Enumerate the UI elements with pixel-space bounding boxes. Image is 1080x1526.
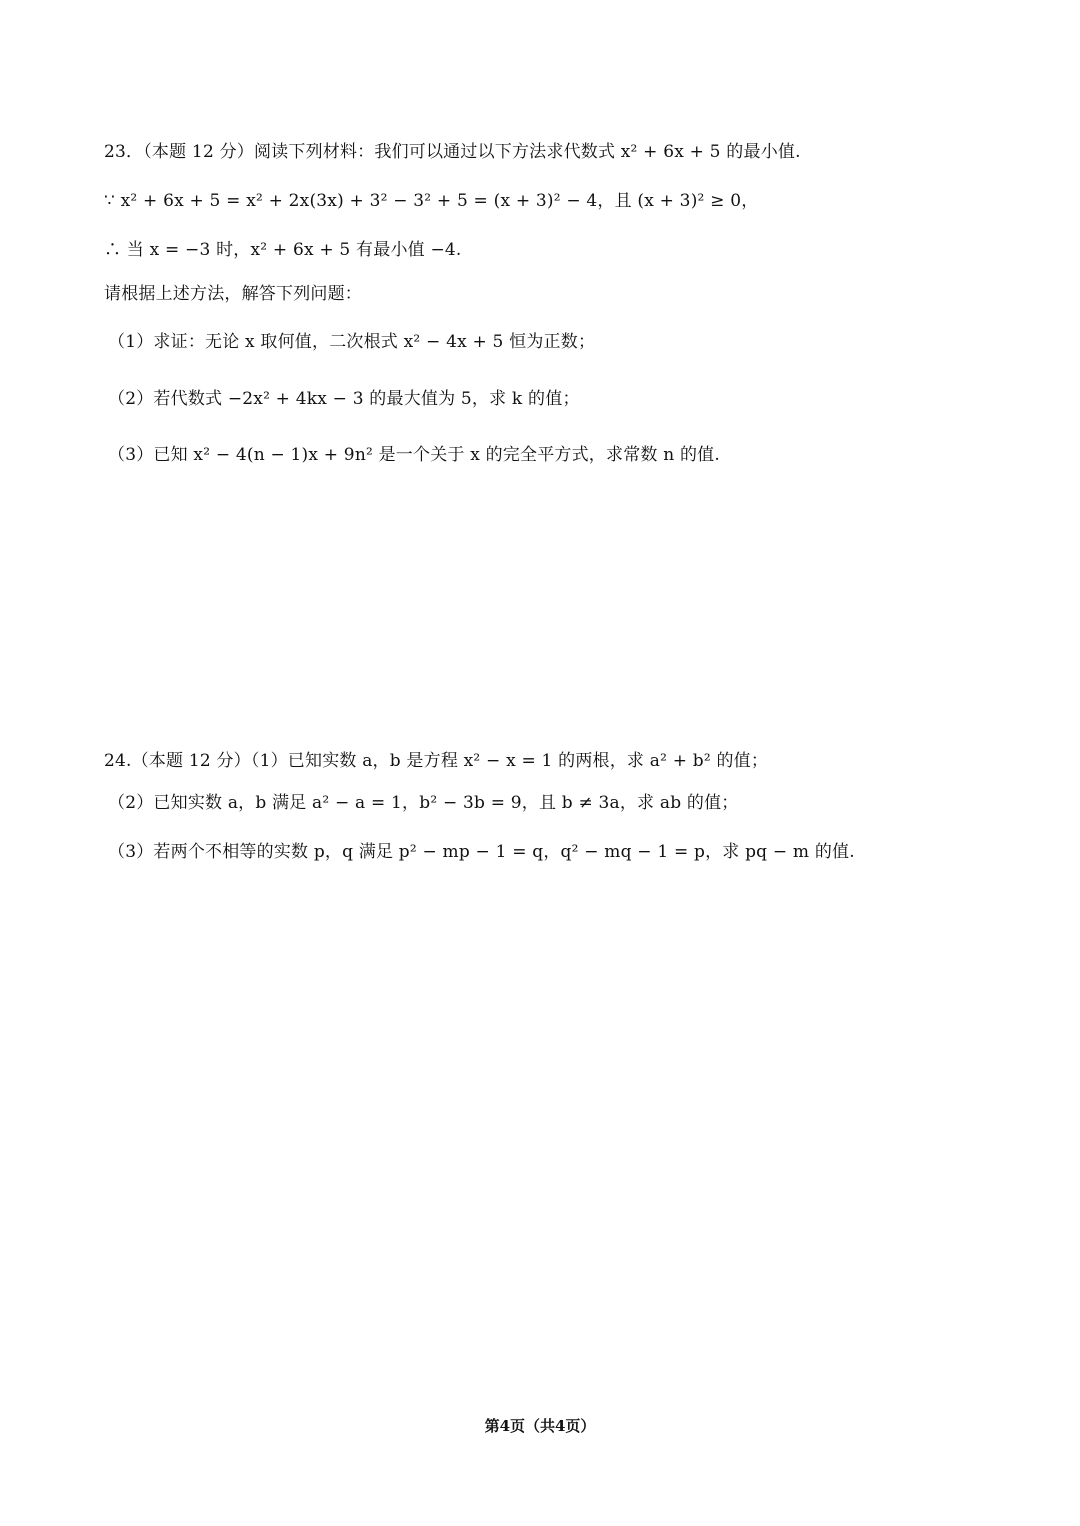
question-23-part-3: （3）已知 x² − 4(n − 1)x + 9n² 是一个关于 x 的完全平方式，求常数 n 的值. <box>108 445 720 465</box>
question-23-conclusion-line: ∴ 当 x = −3 时，x² + 6x + 5 有最小值 −4. <box>104 240 462 260</box>
question-23-part-1: （1）求证：无论 x 取何值，二次根式 x² − 4x + 5 恒为正数； <box>108 332 596 352</box>
question-23-title: 23．（本题 12 分）阅读下列材料：我们可以通过以下方法求代数式 x² + 6x + 5 的最小值. <box>104 142 801 162</box>
question-23-part-2: （2）若代数式 −2x² + 4kx − 3 的最大值为 5，求 k 的值； <box>108 389 580 409</box>
question-24-part-2: （2）已知实数 a，b 满足 a² − a = 1，b² − 3b = 9，且 b ≠ 3a，求 ab 的值； <box>108 793 739 813</box>
question-23-derivation-line: ∵ x² + 6x + 5 = x² + 2x(3x) + 3² − 3² + 5 = (x + 3)² − 4，且 (x + 3)² ≥ 0， <box>104 191 759 211</box>
page-number-footer: 第4页（共4页） <box>484 1417 596 1435</box>
question-24-part-3: （3）若两个不相等的实数 p，q 满足 p² − mp − 1 = q，q² − mq − 1 = p，求 pq − m 的值. <box>108 842 855 862</box>
question-23-instruction: 请根据上述方法，解答下列问题： <box>104 284 362 304</box>
question-24-title: 24.（本题 12 分）（1）已知实数 a，b 是方程 x² − x = 1 的两根，求 a² + b² 的值； <box>104 751 769 771</box>
